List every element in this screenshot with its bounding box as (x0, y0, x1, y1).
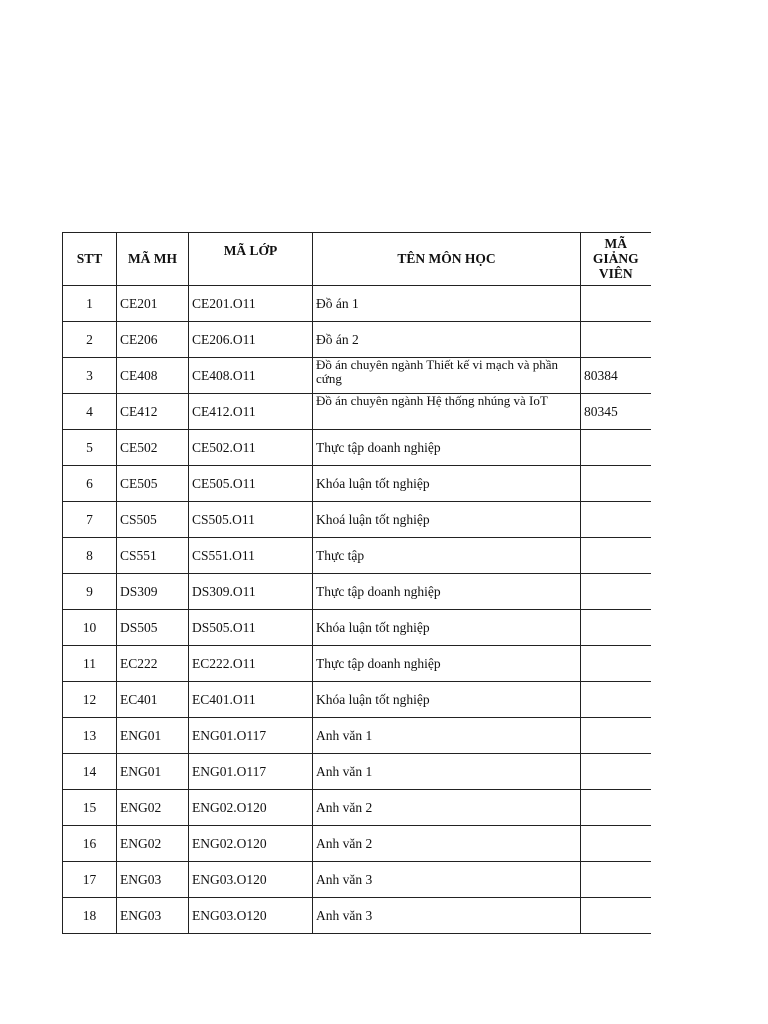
course-table (62, 232, 651, 934)
cell-ten-mon-hoc: Khoá luận tốt nghiệp (313, 502, 581, 538)
table-row (63, 430, 651, 466)
cell-stt: 2 (63, 322, 117, 358)
table-row (63, 826, 651, 862)
cell-ma-giang-vien (581, 430, 651, 466)
cell-ten-mon-hoc: Anh văn 1 (313, 718, 581, 754)
cell-ma-lop: ENG01.O117 (189, 754, 313, 790)
cell-ten-mon-hoc: Anh văn 2 (313, 826, 581, 862)
header-ma-mh: MÃ MH (117, 233, 189, 286)
cell-ma-lop: CE505.O11 (189, 466, 313, 502)
cell-ma-mh: CE201 (117, 286, 189, 322)
table-body (63, 286, 651, 934)
cell-stt: 12 (63, 682, 117, 718)
cell-stt: 8 (63, 538, 117, 574)
cell-stt: 1 (63, 286, 117, 322)
cell-ten-mon-hoc-text: Đồ án chuyên ngành Hệ thống nhúng và IoT (316, 394, 548, 408)
table-row (63, 502, 651, 538)
table-row (63, 790, 651, 826)
cell-ma-mh: EC222 (117, 646, 189, 682)
cell-stt: 5 (63, 430, 117, 466)
cell-ma-giang-vien (581, 466, 651, 502)
table-row (63, 898, 651, 934)
cell-ten-mon-hoc: Thực tập (313, 538, 581, 574)
cell-ma-giang-vien (581, 322, 651, 358)
cell-ma-giang-vien (581, 538, 651, 574)
cell-ma-giang-vien (581, 826, 651, 862)
cell-ten-mon-hoc: Đồ án 1 (313, 286, 581, 322)
cell-ma-giang-vien: 80345 (581, 394, 651, 430)
cell-ma-mh: CE505 (117, 466, 189, 502)
cell-ma-mh: DS309 (117, 574, 189, 610)
cell-ma-lop: EC401.O11 (189, 682, 313, 718)
cell-ma-mh: EC401 (117, 682, 189, 718)
cell-ma-giang-vien (581, 898, 651, 934)
cell-ma-giang-vien (581, 718, 651, 754)
cell-ma-lop: CE408.O11 (189, 358, 313, 394)
table-row (63, 718, 651, 754)
cell-ma-mh: ENG02 (117, 790, 189, 826)
cell-stt: 16 (63, 826, 117, 862)
cell-ma-mh: DS505 (117, 610, 189, 646)
table-header-row (63, 233, 651, 286)
table-row (63, 358, 651, 394)
header-ma-giang-vien: MÃ GIẢNG VIÊN (592, 236, 639, 278)
cell-ma-mh: CS505 (117, 502, 189, 538)
cell-ma-giang-vien (581, 646, 651, 682)
cell-ma-giang-vien (581, 754, 651, 790)
cell-ma-lop: ENG01.O117 (189, 718, 313, 754)
cell-ma-mh: CE408 (117, 358, 189, 394)
table-row (63, 610, 651, 646)
cell-ma-mh: ENG03 (117, 862, 189, 898)
cell-ma-mh: ENG03 (117, 898, 189, 934)
cell-ten-mon-hoc: Khóa luận tốt nghiệp (313, 610, 581, 646)
cell-ma-lop: EC222.O11 (189, 646, 313, 682)
cell-ten-mon-hoc: Anh văn 3 (313, 862, 581, 898)
cell-ten-mon-hoc-text: Đồ án chuyên ngành Thiết kế vi mạch và phần cứng (316, 358, 558, 386)
cell-stt: 13 (63, 718, 117, 754)
cell-ma-mh: CE206 (117, 322, 189, 358)
cell-ma-mh: CE502 (117, 430, 189, 466)
table-row (63, 322, 651, 358)
cell-ma-lop: CE201.O11 (189, 286, 313, 322)
cell-ten-mon-hoc: Thực tập doanh nghiệp (313, 430, 581, 466)
cell-ma-mh: CS551 (117, 538, 189, 574)
cell-ten-mon-hoc: Khóa luận tốt nghiệp (313, 466, 581, 502)
cell-ma-giang-vien (581, 502, 651, 538)
cell-stt: 7 (63, 502, 117, 538)
cell-ma-lop: CE412.O11 (189, 394, 313, 430)
cell-ma-lop: DS505.O11 (189, 610, 313, 646)
cell-ma-lop: CS551.O11 (189, 538, 313, 574)
cell-ma-mh: CE412 (117, 394, 189, 430)
cell-ten-mon-hoc: Thực tập doanh nghiệp (313, 646, 581, 682)
cell-ma-lop: ENG03.O120 (189, 898, 313, 934)
cell-stt: 6 (63, 466, 117, 502)
cell-ma-giang-vien (581, 286, 651, 322)
table-row (63, 538, 651, 574)
cell-stt: 11 (63, 646, 117, 682)
cell-ma-lop: ENG02.O120 (189, 826, 313, 862)
header-ma-lop: MÃ LỚP (189, 233, 313, 286)
header-stt: STT (63, 233, 117, 286)
table-row (63, 286, 651, 322)
table-row (63, 682, 651, 718)
cell-ten-mon-hoc: Anh văn 3 (313, 898, 581, 934)
table-row (63, 394, 651, 430)
cell-ma-lop: ENG02.O120 (189, 790, 313, 826)
cell-stt: 3 (63, 358, 117, 394)
cell-ma-giang-vien (581, 574, 651, 610)
cell-stt: 4 (63, 394, 117, 430)
table-row (63, 646, 651, 682)
cell-stt: 17 (63, 862, 117, 898)
cell-ma-mh: ENG01 (117, 718, 189, 754)
cell-ten-mon-hoc (313, 394, 581, 430)
cell-stt: 18 (63, 898, 117, 934)
cell-ma-giang-vien: 80384 (581, 358, 651, 394)
cell-ten-mon-hoc (313, 358, 581, 394)
cell-ma-lop: CE502.O11 (189, 430, 313, 466)
header-ma-giang-vien-cell (581, 233, 651, 286)
table-row (63, 754, 651, 790)
cell-stt: 10 (63, 610, 117, 646)
table-row (63, 466, 651, 502)
cell-ma-giang-vien (581, 682, 651, 718)
cell-ma-lop: CS505.O11 (189, 502, 313, 538)
cell-ten-mon-hoc: Đồ án 2 (313, 322, 581, 358)
cell-ma-lop: CE206.O11 (189, 322, 313, 358)
table-row (63, 574, 651, 610)
table-row (63, 862, 651, 898)
cell-ma-giang-vien (581, 790, 651, 826)
cell-ma-mh: ENG02 (117, 826, 189, 862)
cell-ma-lop: ENG03.O120 (189, 862, 313, 898)
cell-stt: 14 (63, 754, 117, 790)
cell-ten-mon-hoc: Anh văn 2 (313, 790, 581, 826)
cell-stt: 9 (63, 574, 117, 610)
cell-stt: 15 (63, 790, 117, 826)
cell-ma-giang-vien (581, 862, 651, 898)
cell-ma-lop: DS309.O11 (189, 574, 313, 610)
header-ten-mon-hoc: TÊN MÔN HỌC (313, 233, 581, 286)
cell-ten-mon-hoc: Khóa luận tốt nghiệp (313, 682, 581, 718)
cell-ten-mon-hoc: Thực tập doanh nghiệp (313, 574, 581, 610)
cell-ma-giang-vien (581, 610, 651, 646)
cell-ten-mon-hoc: Anh văn 1 (313, 754, 581, 790)
cell-ma-mh: ENG01 (117, 754, 189, 790)
